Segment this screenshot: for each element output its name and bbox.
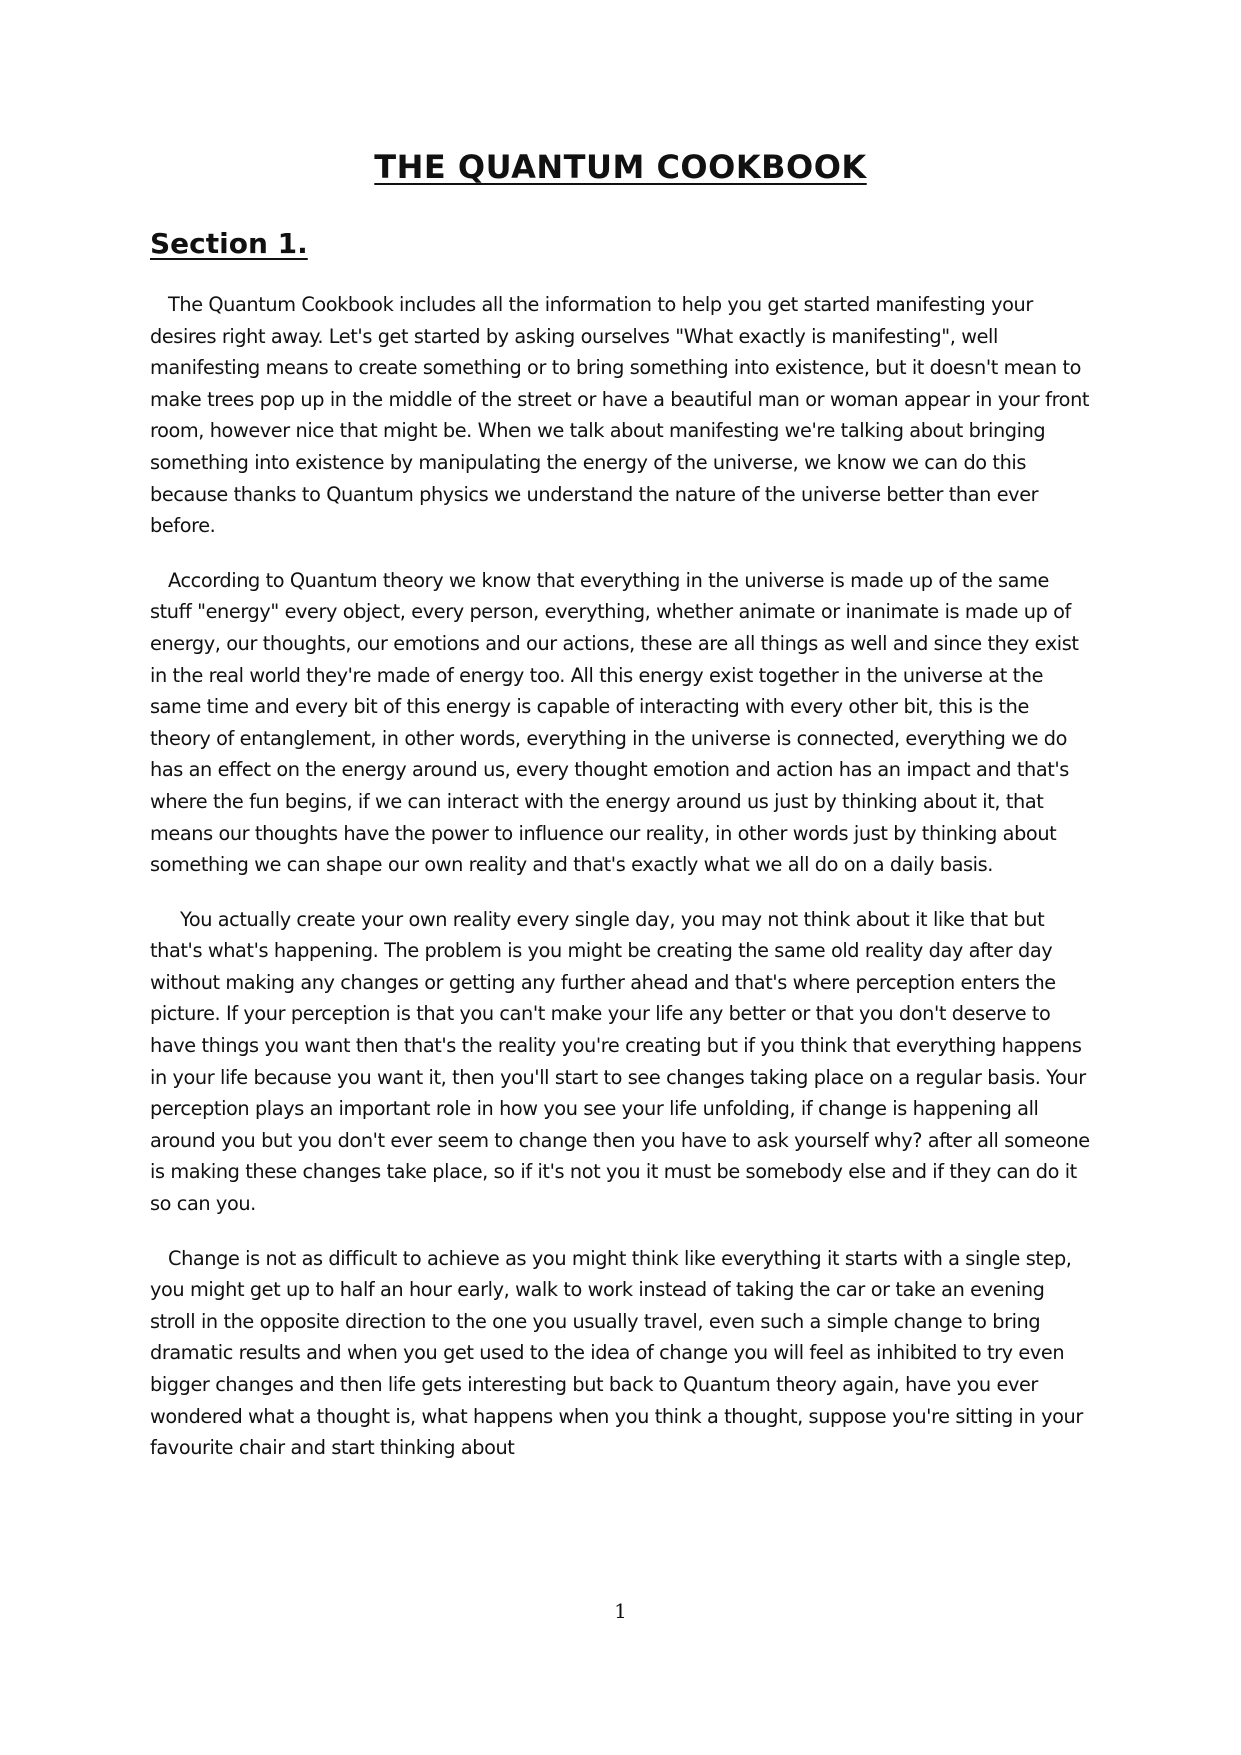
paragraph-3: You actually create your own reality every single day, you may not think about it like that but that's what's happening. The problem is you might be creating the same old reality day after day without making any changes or getting any further ahead and that's where perception enters the picture. If your perception is that you can't make your life any better or that you don't deserve to have things you want then that's the reality you're creating but if you think that everything happens in your life because you want it, then you'll start to see changes taking place on a regular basis. Your perception plays an important role in how you see your life unfolding, if change is happening all around you but you don't ever seem to change then you have to ask yourself why? after all someone is making these changes take place, so if it's not you it must be somebody else and if they can do it so can you. <box>150 907 1090 1216</box>
paragraph-1: The Quantum Cookbook includes all the information to help you get started manifesting your desires right away. Let's get started by asking ourselves "What exactly is manifesting", well manifesting means to create something or to bring something into existence, but it doesn't mean to make trees pop up in the middle of the street or have a beautiful man or woman appear in your front room, however nice that might be. When we talk about manifesting we're talking about bringing something into existence by manipulating the energy of the universe, we know we can do this because thanks to Quantum physics we understand the nature of the universe better than ever before. <box>150 293 1090 538</box>
document-title: THE QUANTUM COOKBOOK <box>374 148 867 186</box>
section-heading: Section 1. <box>150 227 308 260</box>
paragraph-2: According to Quantum theory we know that everything in the universe is made up of the same stuff "energy" every object, every person, everything, whether animate or inanimate is made up of energy, our thoughts, our emotions and our actions, these are all things as well and since they exist in the real world they're made of energy too. All this energy exist together in the universe at the same time and every bit of this energy is capable of interacting with every other bit, this is the theory of entanglement, in other words, everything in the universe is connected, everything we do has an effect on the energy around us, every thought emotion and action has an impact and that's where the fun begins, if we can interact with the energy around us just by thinking about it, that means our thoughts have the power to influence our reality, in other words just by thinking about something we can shape our own reality and that's exactly what we all do on a daily basis. <box>150 568 1079 877</box>
page-number: 1 <box>614 1599 627 1623</box>
body-text <box>150 289 1090 1487</box>
paragraph-4: Change is not as difficult to achieve as you might think like everything it starts with a single step, you might get up to half an hour early, walk to work instead of taking the car or take an evening stroll in the opposite direction to the one you usually travel, even such a simple change to bring dramatic results and when you get used to the idea of change you will feel as inhibited to try even bigger changes and then life gets interesting but back to Quantum theory again, have you ever wondered what a thought is, what happens when you think a thought, suppose you're sitting in your favourite chair and start thinking about <box>150 1246 1083 1460</box>
